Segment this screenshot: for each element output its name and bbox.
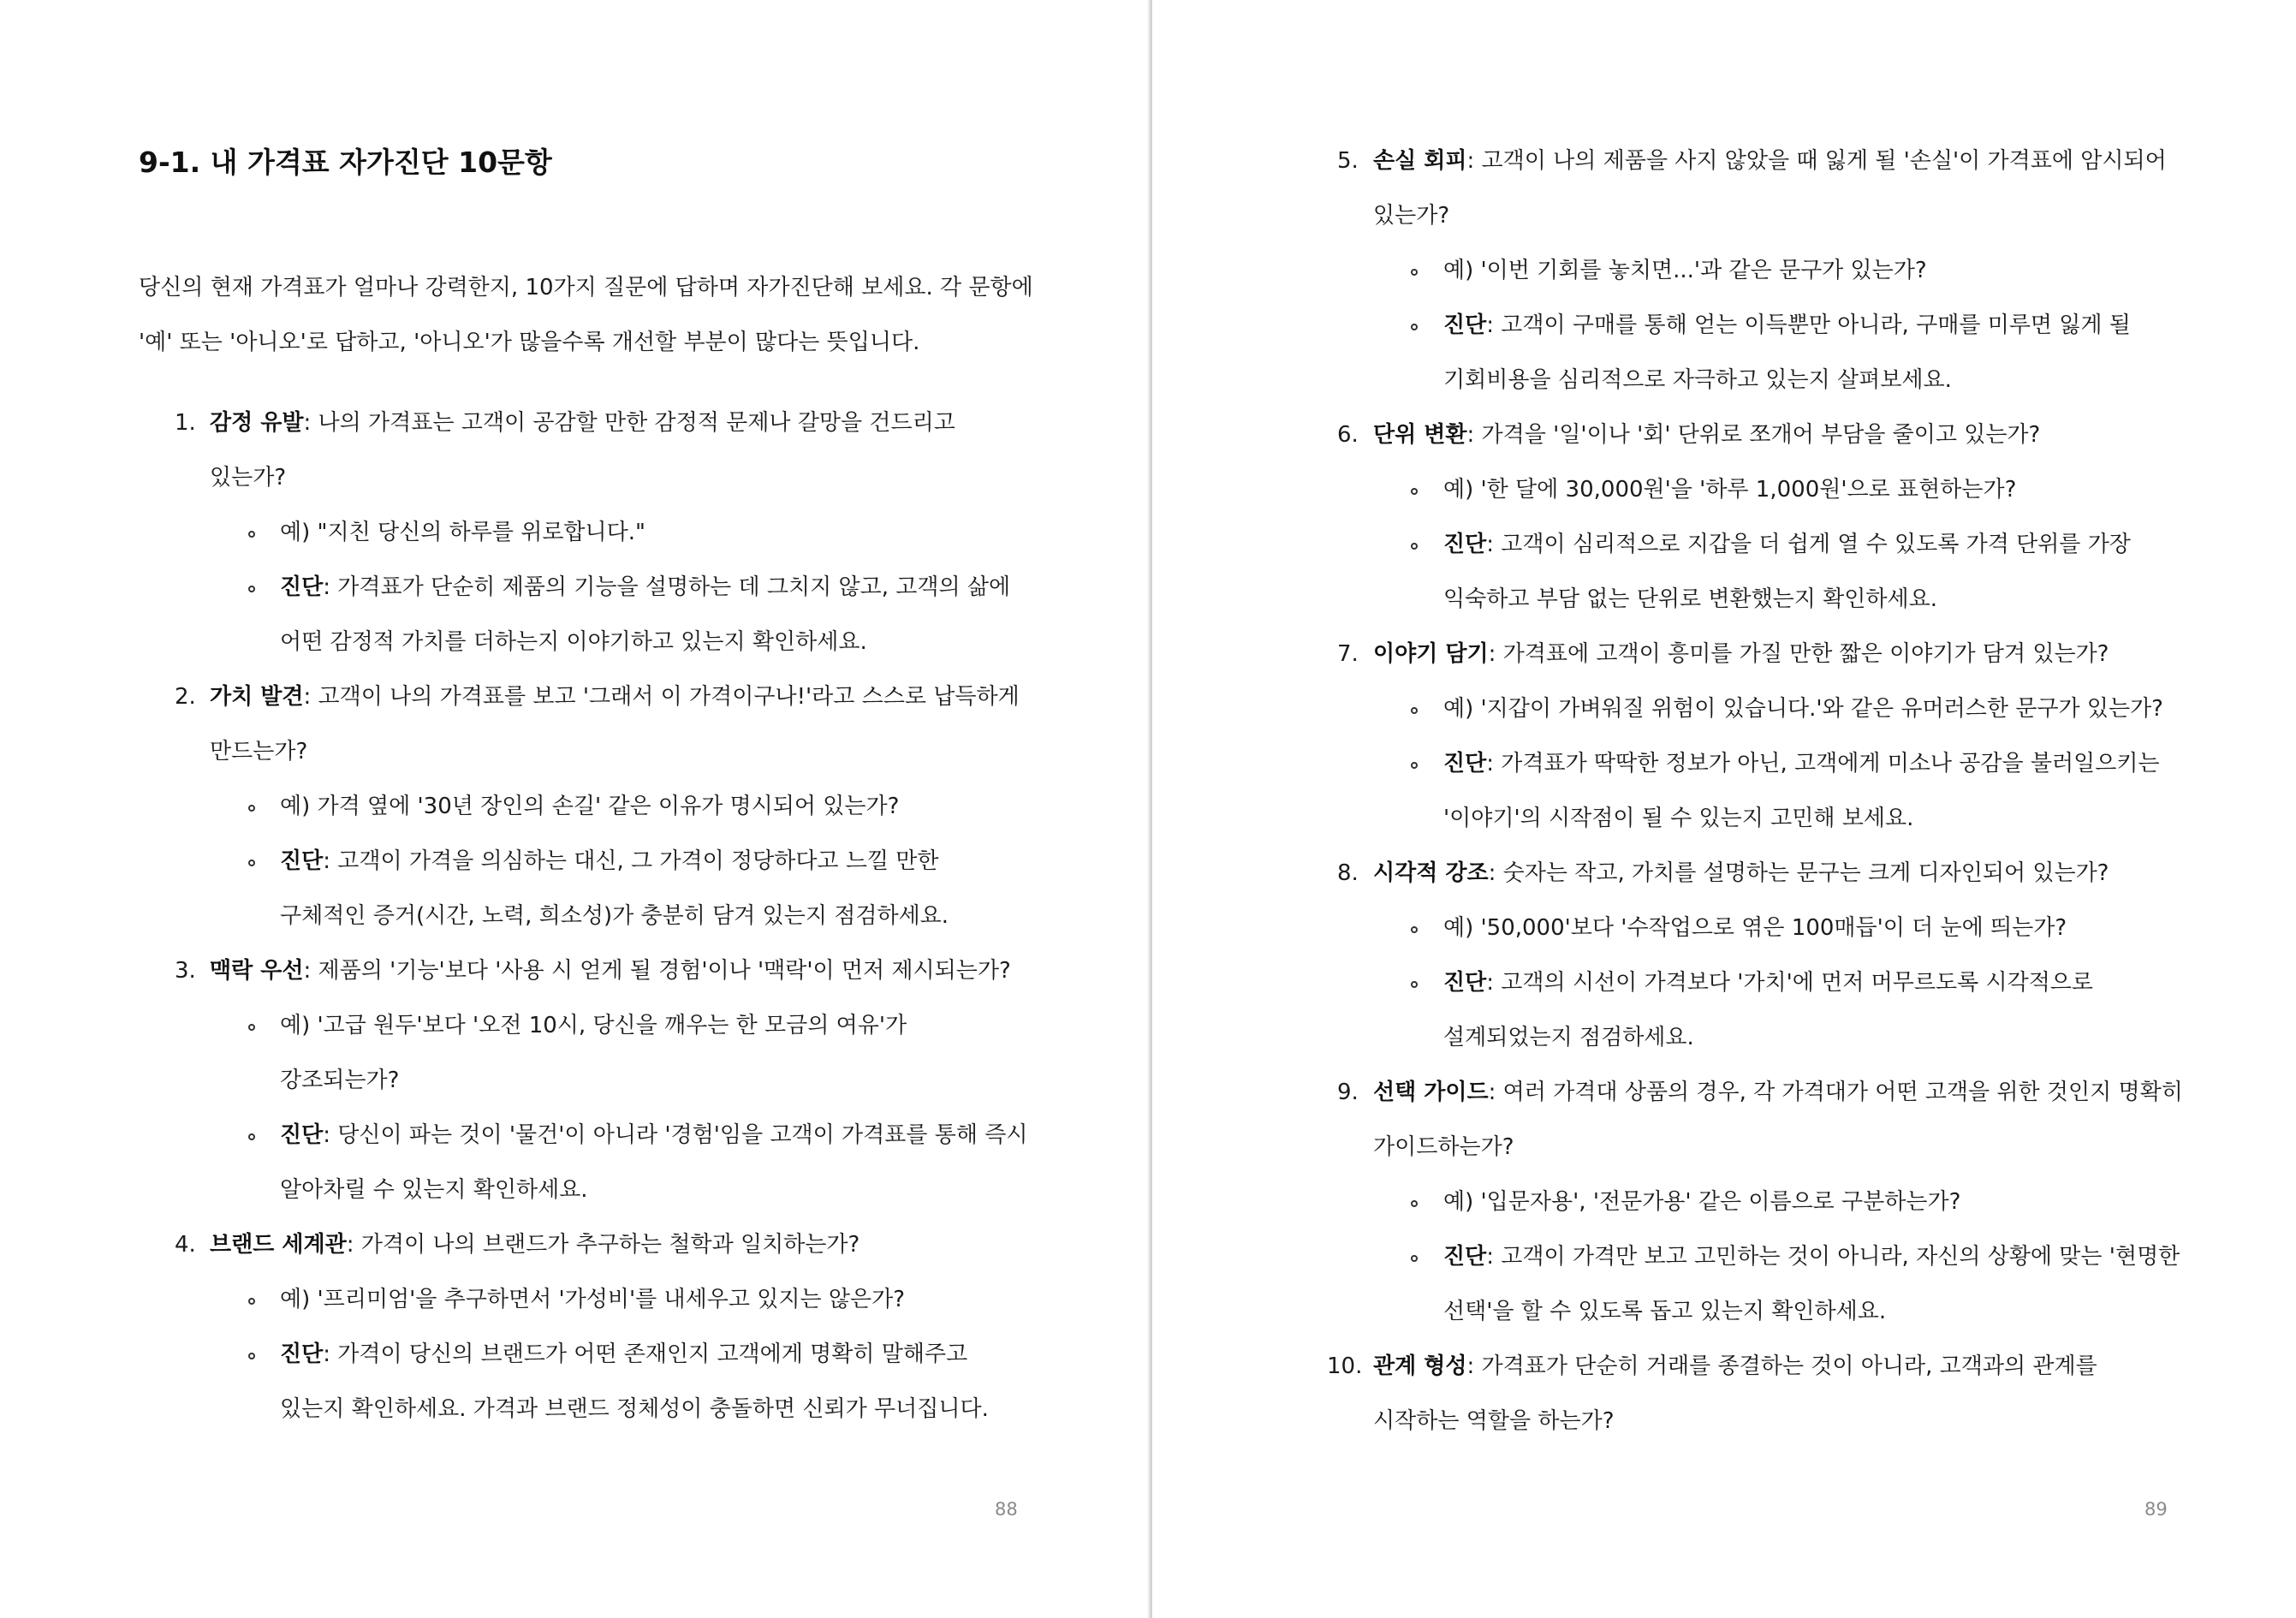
item-question-text: : 가격표가 단순히 거래를 종결하는 것이 아니라, 고객과의 관계를 [1466, 1353, 2097, 1379]
item-example: 예) '고급 원두'보다 '오전 10시, 당신을 깨우는 한 모금의 여유'가 [280, 1013, 907, 1038]
item-diagnosis-continued: '이야기'의 시작점이 될 수 있는지 고민해 보세요. [1443, 806, 1914, 831]
hollow-bullet-icon [1411, 488, 1418, 495]
diagnosis-label: 진단 [1443, 312, 1487, 338]
item-question-continued: 시작하는 역할을 하는가? [1373, 1408, 1615, 1434]
hollow-bullet-icon [248, 805, 255, 812]
item-number: 9. [1337, 1080, 1359, 1105]
item-question [210, 406, 955, 440]
diagnosis-label: 진단 [1443, 970, 1487, 996]
hollow-bullet-icon [1411, 324, 1418, 330]
item-question-continued: 만드는가? [210, 739, 308, 764]
item-number: 5. [1337, 148, 1359, 174]
item-diagnosis [280, 570, 1010, 604]
hollow-bullet-icon [248, 1353, 255, 1359]
item-label: 가치 발견 [210, 684, 304, 710]
item-diagnosis-continued: 구체적인 증거(시간, 노력, 희소성)가 충분히 담겨 있는지 점검하세요. [280, 903, 949, 929]
item-example: 예) '이번 기회를 놓치면...'과 같은 문구가 있는가? [1443, 258, 1927, 283]
item-label: 선택 가이드 [1373, 1080, 1489, 1105]
diagnosis-text: : 가격이 당신의 브랜드가 어떤 존재인지 고객에게 명확히 말해주고 [323, 1341, 968, 1367]
item-question-text: : 고객이 나의 제품을 사지 않았을 때 잃게 될 '손실'이 가격표에 암시되어 [1466, 148, 2167, 174]
item-question-text: : 가격표에 고객이 흥미를 가질 만한 짧은 이야기가 담겨 있는가? [1488, 641, 2109, 667]
item-label: 단위 변환 [1373, 422, 1467, 448]
hollow-bullet-icon [1411, 269, 1418, 276]
hollow-bullet-icon [1411, 1200, 1418, 1207]
item-diagnosis [1443, 527, 2131, 562]
hollow-bullet-icon [248, 1133, 255, 1140]
page-number: 88 [995, 1499, 1018, 1520]
diagnosis-text: : 가격표가 딱딱한 정보가 아닌, 고객에게 미소나 공감을 불러일으키는 [1486, 751, 2160, 776]
diagnosis-label: 진단 [280, 1122, 324, 1148]
item-number: 7. [1337, 641, 1359, 667]
item-question-text: : 숫자는 작고, 가치를 설명하는 문구는 크게 디자인되어 있는가? [1488, 860, 2109, 886]
diagnosis-text: : 가격표가 단순히 제품의 기능을 설명하는 데 그치지 않고, 고객의 삶에 [323, 574, 1011, 600]
item-example: 예) "지친 당신의 하루를 위로합니다." [280, 520, 646, 545]
hollow-bullet-icon [1411, 981, 1418, 988]
item-example: 예) '프리미엄'을 추구하면서 '가성비'를 내세우고 있지는 않은가? [280, 1287, 906, 1312]
item-label: 맥락 우선 [210, 958, 304, 984]
diagnosis-text: : 고객이 가격을 의심하는 대신, 그 가격이 정당하다고 느낄 만한 [323, 848, 939, 874]
item-question [1373, 637, 2109, 671]
item-diagnosis [1443, 747, 2160, 781]
item-diagnosis [1443, 1240, 2180, 1274]
item-question-text: : 제품의 '기능'보다 '사용 시 얻게 될 경험'이나 '맥락'이 먼저 제시되는가? [303, 958, 1011, 984]
item-label: 브랜드 세계관 [210, 1232, 347, 1258]
diagnosis-text: : 고객이 가격만 보고 고민하는 것이 아니라, 자신의 상황에 맞는 '현명한 [1486, 1244, 2180, 1270]
item-diagnosis-continued: 설계되었는지 점검하세요. [1443, 1025, 1694, 1050]
item-question [210, 680, 1020, 714]
item-number: 8. [1337, 860, 1359, 886]
item-diagnosis-continued: 알아차릴 수 있는지 확인하세요. [280, 1177, 588, 1203]
item-label: 손실 회피 [1373, 148, 1467, 174]
item-label: 감정 유발 [210, 410, 304, 436]
page-number: 89 [2144, 1499, 2168, 1520]
item-question-continued: 있는가? [210, 465, 287, 491]
item-question [210, 1228, 860, 1262]
hollow-bullet-icon [248, 586, 255, 592]
right-page [1152, 0, 2296, 1618]
item-example-continued: 강조되는가? [280, 1068, 400, 1093]
item-number: 6. [1337, 422, 1359, 448]
item-diagnosis [1443, 308, 2131, 342]
diagnosis-text: : 고객이 구매를 통해 얻는 이득뿐만 아니라, 구매를 미루면 잃게 될 [1486, 312, 2131, 338]
hollow-bullet-icon [1411, 543, 1418, 550]
hollow-bullet-icon [248, 531, 255, 538]
diagnosis-label: 진단 [1443, 532, 1487, 557]
hollow-bullet-icon [1411, 926, 1418, 933]
item-diagnosis [280, 1118, 1027, 1152]
diagnosis-label: 진단 [280, 848, 324, 874]
hollow-bullet-icon [248, 1024, 255, 1031]
hollow-bullet-icon [248, 860, 255, 866]
hollow-bullet-icon [1411, 707, 1418, 714]
item-question [1373, 856, 2109, 890]
item-question [210, 954, 1011, 988]
item-label: 관계 형성 [1373, 1353, 1467, 1379]
diagnosis-text: : 고객이 심리적으로 지갑을 더 쉽게 열 수 있도록 가격 단위를 가장 [1486, 532, 2131, 557]
item-question-text: : 나의 가격표는 고객이 공감할 만한 감정적 문제나 갈망을 건드리고 [303, 410, 955, 436]
section-title: 9-1. 내 가격표 자가진단 10문항 [139, 146, 552, 179]
item-number: 2. [175, 684, 196, 710]
item-question [1373, 1349, 2097, 1383]
intro-line-2: '예' 또는 '아니오'로 답하고, '아니오'가 많을수록 개선할 부분이 많다는 뜻입니다. [139, 330, 920, 355]
item-label: 시각적 강조 [1373, 860, 1489, 886]
diagnosis-text: : 당신이 파는 것이 '물건'이 아니라 '경험'임을 고객이 가격표를 통해 즉시 [323, 1122, 1028, 1148]
item-number: 1. [175, 410, 196, 436]
item-question-text: : 고객이 나의 가격표를 보고 '그래서 이 가격이구나!'라고 스스로 납득하게 [303, 684, 1020, 710]
item-question-continued: 가이드하는가? [1373, 1134, 1514, 1160]
item-question [1373, 144, 2167, 178]
item-diagnosis-continued: 있는지 확인하세요. 가격과 브랜드 정체성이 충돌하면 신뢰가 무너집니다. [280, 1396, 989, 1422]
item-question [1373, 1075, 2183, 1109]
item-diagnosis [1443, 966, 2093, 1000]
item-question [1373, 418, 2040, 452]
item-diagnosis [280, 1337, 967, 1371]
item-diagnosis-continued: 어떤 감정적 가치를 더하는지 이야기하고 있는지 확인하세요. [280, 629, 867, 655]
item-example: 예) '지갑이 가벼워질 위험이 있습니다.'와 같은 유머러스한 문구가 있는가? [1443, 696, 2163, 722]
item-example: 예) '입문자용', '전문가용' 같은 이름으로 구분하는가? [1443, 1189, 1961, 1215]
diagnosis-label: 진단 [1443, 751, 1487, 776]
diagnosis-label: 진단 [1443, 1244, 1487, 1270]
item-example: 예) 가격 옆에 '30년 장인의 손길' 같은 이유가 명시되어 있는가? [280, 794, 900, 819]
item-label: 이야기 담기 [1373, 641, 1489, 667]
hollow-bullet-icon [1411, 1255, 1418, 1262]
item-diagnosis-continued: 익숙하고 부담 없는 단위로 변환했는지 확인하세요. [1443, 586, 1938, 612]
item-question-text: : 여러 가격대 상품의 경우, 각 가격대가 어떤 고객을 위한 것인지 명확히 [1488, 1080, 2183, 1105]
item-question-continued: 있는가? [1373, 203, 1450, 229]
diagnosis-label: 진단 [280, 574, 324, 600]
item-number: 3. [175, 958, 196, 984]
item-question-text: : 가격을 '일'이나 '회' 단위로 쪼개어 부담을 줄이고 있는가? [1466, 422, 2041, 448]
diagnosis-label: 진단 [280, 1341, 324, 1367]
item-diagnosis-continued: 기회비용을 심리적으로 자극하고 있는지 살펴보세요. [1443, 367, 1952, 393]
hollow-bullet-icon [1411, 762, 1418, 769]
diagnosis-text: : 고객의 시선이 가격보다 '가치'에 먼저 머무르도록 시각적으로 [1486, 970, 2094, 996]
item-question-text: : 가격이 나의 브랜드가 추구하는 철학과 일치하는가? [346, 1232, 860, 1258]
item-diagnosis-continued: 선택'을 할 수 있도록 돕고 있는지 확인하세요. [1443, 1299, 1887, 1324]
hollow-bullet-icon [248, 1298, 255, 1305]
item-example: 예) '한 달에 30,000원'을 '하루 1,000원'으로 표현하는가? [1443, 477, 2017, 503]
intro-line-1: 당신의 현재 가격표가 얼마나 강력한지, 10가지 질문에 답하며 자가진단해 보세요. 각 문항에 [139, 275, 1033, 300]
item-diagnosis [280, 844, 939, 878]
item-number: 10. [1327, 1353, 1363, 1379]
item-example: 예) '50,000'보다 '수작업으로 엮은 100매듭'이 더 눈에 띄는가? [1443, 915, 2067, 941]
item-number: 4. [175, 1232, 196, 1258]
